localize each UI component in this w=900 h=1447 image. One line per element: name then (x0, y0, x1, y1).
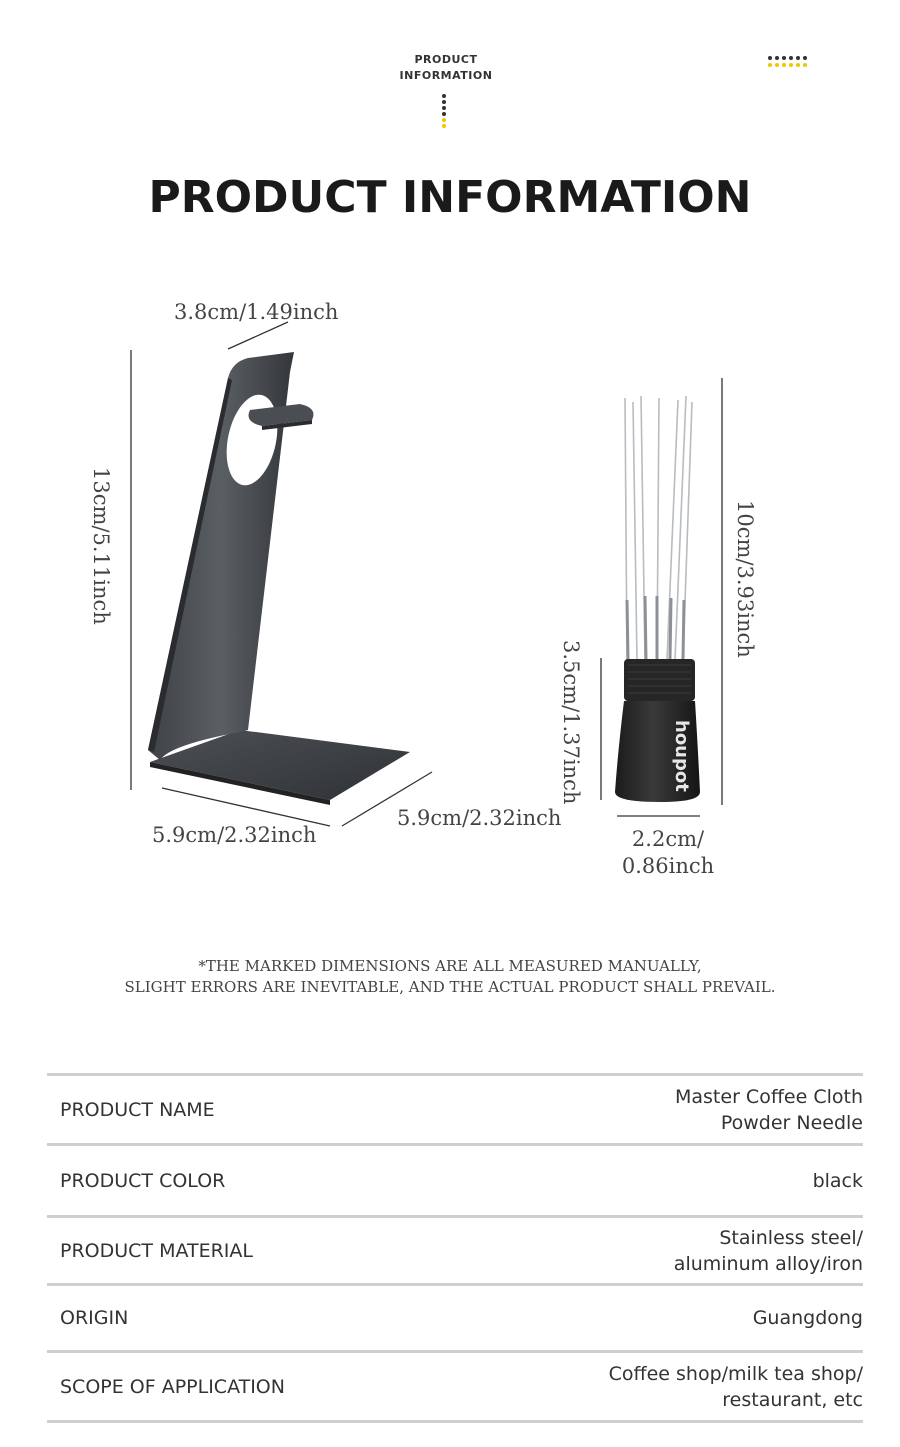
spec-row-scope-of-application (47, 1350, 863, 1423)
spec-value-line2: restaurant, etc (722, 1388, 863, 1411)
handle-width-label (620, 826, 716, 880)
section-badge-line1: PRODUCT (414, 53, 478, 66)
needle-length-label: 10cm/3.93inch (733, 500, 757, 658)
spec-label: PRODUCT NAME (60, 1098, 215, 1121)
disclaimer-line2: SLIGHT ERRORS ARE INEVITABLE, AND THE ACTUAL PRODUCT SHALL PREVAIL. (124, 978, 776, 996)
spec-row-product-color (47, 1143, 863, 1215)
spec-label: SCOPE OF APPLICATION (60, 1375, 285, 1398)
disclaimer-line1: *THE MARKED DIMENSIONS ARE ALL MEASURED MANUALLY, (198, 957, 702, 975)
spec-label: ORIGIN (60, 1307, 129, 1329)
measurement-disclaimer (0, 956, 900, 998)
page-title: PRODUCT INFORMATION (148, 172, 752, 223)
spec-value (563, 1305, 863, 1331)
spec-row-product-material (47, 1215, 863, 1283)
spec-value-line2: aluminum alloy/iron (673, 1252, 863, 1275)
spec-value-line1: Coffee shop/milk tea shop/ (608, 1362, 863, 1385)
spec-value-line1: Guangdong (752, 1307, 863, 1329)
stand-height-label: 13cm/5.11inch (89, 467, 113, 625)
spec-value-line1: Stainless steel/ (719, 1226, 863, 1249)
stand-illustration (148, 352, 410, 805)
spec-value (563, 1225, 863, 1277)
stand-base-front-label: 5.9cm/2.32inch (152, 823, 317, 847)
spec-table (47, 1073, 863, 1423)
stand-top-width-label: 3.8cm/1.49inch (174, 300, 339, 324)
spec-value-line1: black (812, 1169, 863, 1192)
spec-row-origin (47, 1283, 863, 1350)
handle-length-label: 3.5cm/1.37inch (559, 640, 583, 805)
brand-logo: houpot (671, 720, 692, 792)
handle-width-line1: 2.2cm/ (631, 827, 705, 851)
spec-value (563, 1084, 863, 1136)
spec-value-line1: Master Coffee Cloth (675, 1085, 863, 1108)
stand-base-side-label: 5.9cm/2.32inch (397, 806, 562, 830)
handle-width-line2: 0.86inch (621, 854, 715, 878)
spec-label: PRODUCT MATERIAL (60, 1239, 253, 1262)
section-badge-line2: INFORMATION (399, 69, 493, 82)
spec-value (563, 1168, 863, 1194)
needle-distributor-illustration (615, 396, 700, 802)
spec-value-line2: Powder Needle (720, 1111, 863, 1134)
spec-row-product-name (47, 1073, 863, 1143)
spec-label: PRODUCT COLOR (60, 1169, 226, 1192)
spec-value (563, 1361, 863, 1413)
